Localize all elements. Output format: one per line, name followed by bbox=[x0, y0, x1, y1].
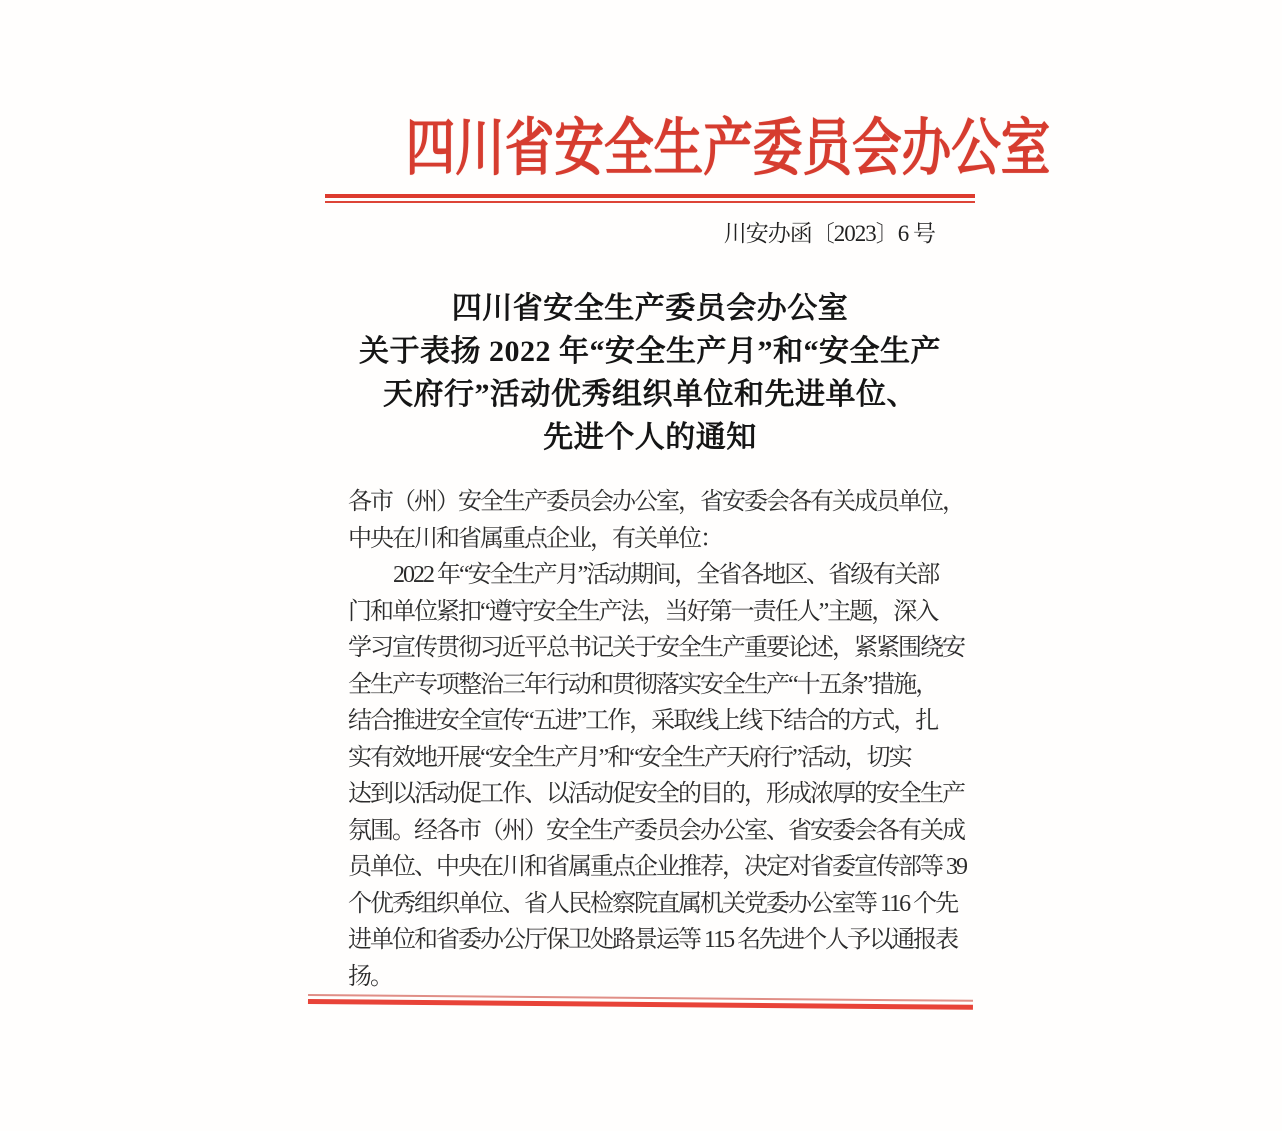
body-line: 全生产专项整治三年行动和贯彻落实安全生产“十五条”措施， bbox=[348, 671, 938, 698]
red-rule-bottom bbox=[308, 994, 973, 1010]
body-line: 达到以活动促工作、以活动促安全的目的，形成浓厚的安全生产 bbox=[348, 781, 964, 807]
notice-title bbox=[275, 287, 1025, 459]
body-line: 进单位和省委办公厅保卫处路景运等 115 名先进个人予以通报表 bbox=[348, 927, 958, 953]
body-line: 2022 年“安全生产月”活动期间，全省各地区、省级有关部 bbox=[393, 562, 939, 588]
body-line: 门和单位紧扣“遵守安全生产法，当好第一责任人”主题，深入 bbox=[348, 598, 938, 625]
body-line: 各市（州）安全生产委员会办公室，省安委会各有关成员单位， bbox=[348, 489, 964, 515]
body-line: 员单位、中央在川和省属重点企业推荐，决定对省委宣传部等 39 bbox=[348, 854, 966, 880]
document-number-text: 川安办函〔2023〕6 号 bbox=[723, 221, 935, 246]
red-rule-top-thin-line bbox=[325, 201, 975, 203]
letterhead bbox=[325, 108, 1051, 206]
red-rule-top bbox=[325, 194, 975, 203]
document-number bbox=[325, 218, 975, 250]
notice-title-line: 先进个人的通知 bbox=[543, 421, 757, 454]
notice-title-line: 四川省安全生产委员会办公室 bbox=[451, 292, 849, 325]
body-line: 个优秀组织单位、省人民检察院直属机关党委办公室等 116 个先 bbox=[348, 890, 958, 917]
body-line: 中央在川和省属重点企业，有关单位： bbox=[348, 525, 722, 552]
body-line: 实有效地开展“安全生产月”和“安全生产天府行”活动，切实 bbox=[348, 744, 911, 771]
body-line: 氛围。经各市（州）安全生产委员会办公室、省安委会各有关成 bbox=[348, 817, 964, 844]
body-line: 结合推进安全宣传“五进”工作，采取线上线下结合的方式，扎 bbox=[348, 708, 938, 734]
notice-title-line: 关于表扬 2022 年“安全生产月”和“安全生产 bbox=[359, 335, 941, 368]
body-line: 学习宣传贯彻习近平总书记关于安全生产重要论述，紧紧围绕安 bbox=[348, 635, 964, 661]
letterhead-title: 四川省安全生产委员会办公室 bbox=[405, 115, 1051, 183]
notice-body bbox=[348, 484, 964, 995]
notice-title-line: 天府行”活动优秀组织单位和先进单位、 bbox=[383, 378, 917, 411]
body-line: 扬。 bbox=[348, 963, 392, 990]
